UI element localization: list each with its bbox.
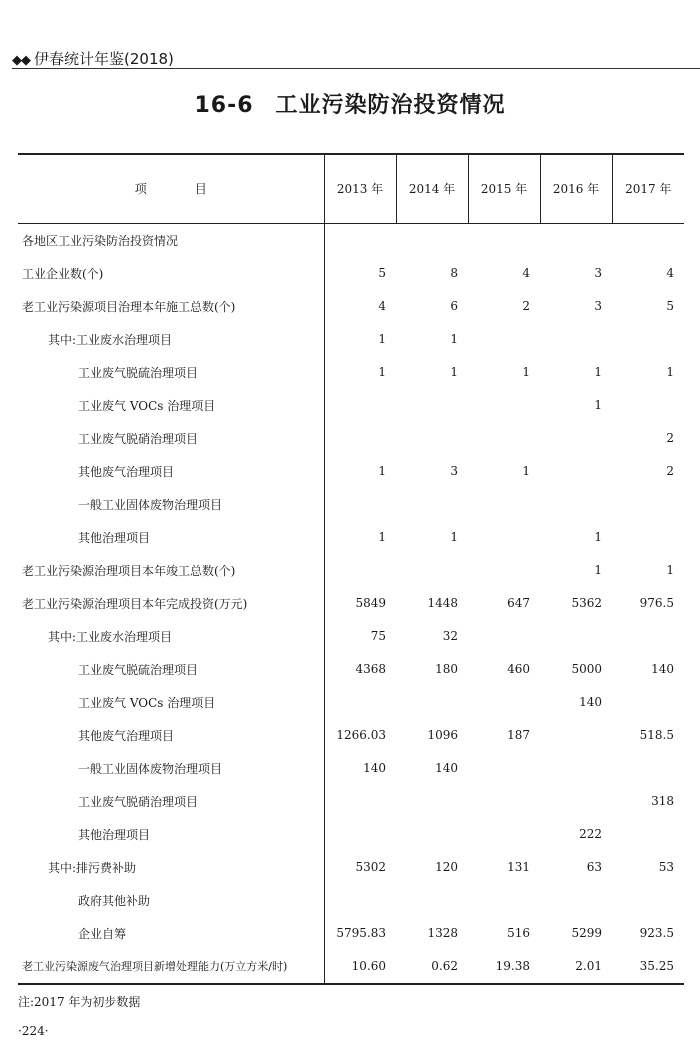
value-cell: 518.5 bbox=[639, 728, 674, 742]
page-title bbox=[0, 88, 700, 119]
book-title: 伊春统计年鉴(2018) bbox=[34, 50, 174, 68]
value-cell: 4 bbox=[324, 290, 396, 323]
value-cell: 1 bbox=[522, 365, 530, 379]
investment-table bbox=[18, 153, 684, 985]
value-cell: 6 bbox=[450, 299, 458, 313]
value-cell bbox=[540, 323, 612, 356]
table-title: 工业污染防治投资情况 bbox=[275, 93, 506, 118]
value-cell bbox=[468, 323, 540, 356]
table-body bbox=[18, 223, 684, 984]
value-cell bbox=[324, 818, 396, 851]
value-cell: 460 bbox=[507, 662, 530, 676]
table-row bbox=[18, 620, 684, 653]
value-cell bbox=[612, 884, 684, 917]
table-row bbox=[18, 488, 684, 521]
table-row bbox=[18, 818, 684, 851]
value-cell: 4 bbox=[522, 266, 530, 280]
row-label: 其中:排污费补助 bbox=[48, 860, 137, 875]
table-row bbox=[18, 389, 684, 422]
table-row bbox=[18, 323, 684, 356]
value-cell bbox=[396, 818, 468, 851]
value-cell bbox=[396, 686, 468, 719]
value-cell: 3 bbox=[594, 266, 602, 280]
value-cell: 1266.03 bbox=[324, 719, 396, 752]
value-cell bbox=[324, 223, 396, 257]
value-cell bbox=[612, 389, 684, 422]
value-cell: 1 bbox=[324, 356, 396, 389]
value-cell: 5795.83 bbox=[324, 917, 396, 950]
value-cell bbox=[540, 785, 612, 818]
value-cell bbox=[540, 719, 612, 752]
value-cell bbox=[612, 752, 684, 785]
value-cell: 180 bbox=[435, 662, 458, 676]
row-label: 工业废气 VOCs 治理项目 bbox=[78, 398, 216, 413]
table-row bbox=[18, 257, 684, 290]
value-cell: 140 bbox=[651, 662, 674, 676]
value-cell bbox=[396, 223, 468, 257]
value-cell bbox=[612, 488, 684, 521]
value-cell: 516 bbox=[507, 926, 530, 940]
value-cell: 222 bbox=[579, 827, 602, 841]
row-label: 工业废气脱硝治理项目 bbox=[78, 794, 199, 809]
row-label: 工业企业数(个) bbox=[22, 266, 104, 281]
value-cell: 8 bbox=[450, 266, 458, 280]
value-cell bbox=[324, 554, 396, 587]
table-row bbox=[18, 917, 684, 950]
year-column-header: 2015 年 bbox=[468, 154, 540, 223]
value-cell bbox=[612, 521, 684, 554]
value-cell: 2 bbox=[666, 464, 674, 478]
value-cell: 0.62 bbox=[396, 950, 468, 984]
value-cell: 1 bbox=[450, 365, 458, 379]
table-row bbox=[18, 785, 684, 818]
row-label: 其他废气治理项目 bbox=[78, 728, 175, 743]
value-cell: 923.5 bbox=[639, 926, 674, 940]
table-row bbox=[18, 686, 684, 719]
year-column-header: 2017 年 bbox=[612, 154, 684, 223]
value-cell: 5000 bbox=[571, 662, 602, 676]
value-cell bbox=[468, 554, 540, 587]
value-cell: 2 bbox=[522, 299, 530, 313]
row-label: 工业废气脱硫治理项目 bbox=[78, 365, 199, 380]
row-label: 各地区工业污染防治投资情况 bbox=[22, 233, 179, 248]
table-row bbox=[18, 950, 684, 984]
page-number: ·224· bbox=[18, 1024, 49, 1038]
value-cell: 187 bbox=[507, 728, 530, 742]
value-cell: 1096 bbox=[427, 728, 458, 742]
row-label: 一般工业固体废物治理项目 bbox=[78, 497, 223, 512]
value-cell: 63 bbox=[586, 860, 602, 874]
row-label: 企业自筹 bbox=[78, 926, 127, 941]
table-row bbox=[18, 356, 684, 389]
value-cell: 10.60 bbox=[324, 950, 396, 984]
table-row bbox=[18, 653, 684, 686]
value-cell: 5362 bbox=[571, 596, 602, 610]
footnote: 注:2017 年为初步数据 bbox=[18, 995, 141, 1009]
value-cell bbox=[324, 785, 396, 818]
value-cell: 5299 bbox=[571, 926, 602, 940]
table-row bbox=[18, 455, 684, 488]
value-cell bbox=[468, 818, 540, 851]
table-row bbox=[18, 587, 684, 620]
row-label: 其他废气治理项目 bbox=[78, 464, 175, 479]
row-label: 政府其他补助 bbox=[78, 893, 151, 908]
value-cell bbox=[540, 620, 612, 653]
value-cell: 1 bbox=[594, 365, 602, 379]
table-row bbox=[18, 719, 684, 752]
value-cell bbox=[612, 323, 684, 356]
header-row bbox=[18, 154, 684, 223]
value-cell bbox=[468, 884, 540, 917]
year-column-header: 2013 年 bbox=[324, 154, 396, 223]
value-cell: 5849 bbox=[324, 587, 396, 620]
year-column-header: 2016 年 bbox=[540, 154, 612, 223]
value-cell: 647 bbox=[507, 596, 530, 610]
value-cell bbox=[396, 884, 468, 917]
row-label: 工业废气 VOCs 治理项目 bbox=[78, 695, 216, 710]
value-cell: 19.38 bbox=[468, 950, 540, 984]
value-cell: 1 bbox=[666, 365, 674, 379]
value-cell bbox=[468, 389, 540, 422]
table-row bbox=[18, 554, 684, 587]
row-label: 老工业污染源治理项目本年竣工总数(个) bbox=[22, 563, 236, 578]
row-label: 老工业污染源治理项目本年完成投资(万元) bbox=[22, 596, 248, 611]
value-cell bbox=[396, 389, 468, 422]
value-cell bbox=[612, 223, 684, 257]
value-cell: 1 bbox=[594, 398, 602, 412]
value-cell bbox=[324, 488, 396, 521]
value-cell bbox=[468, 620, 540, 653]
value-cell bbox=[612, 818, 684, 851]
value-cell bbox=[468, 422, 540, 455]
value-cell bbox=[468, 752, 540, 785]
value-cell: 1 bbox=[324, 521, 396, 554]
value-cell bbox=[540, 223, 612, 257]
row-label: 其他治理项目 bbox=[78, 530, 151, 545]
value-cell: 32 bbox=[442, 629, 458, 643]
value-cell bbox=[396, 488, 468, 521]
value-cell: 2.01 bbox=[540, 950, 612, 984]
row-label: 工业废气脱硫治理项目 bbox=[78, 662, 199, 677]
value-cell bbox=[468, 686, 540, 719]
diamond-icon: ◆◆ bbox=[12, 53, 30, 68]
value-cell: 3 bbox=[594, 299, 602, 313]
value-cell: 120 bbox=[435, 860, 458, 874]
row-label: 其中:工业废水治理项目 bbox=[48, 332, 173, 347]
value-cell bbox=[540, 488, 612, 521]
value-cell: 4368 bbox=[324, 653, 396, 686]
table-row bbox=[18, 752, 684, 785]
table-number: 16-6 bbox=[194, 93, 254, 118]
value-cell: 976.5 bbox=[639, 596, 674, 610]
value-cell bbox=[396, 785, 468, 818]
value-cell: 2 bbox=[666, 431, 674, 445]
value-cell: 1 bbox=[666, 563, 674, 577]
row-label: 其中:工业废水治理项目 bbox=[48, 629, 173, 644]
value-cell bbox=[324, 686, 396, 719]
value-cell: 1 bbox=[324, 455, 396, 488]
value-cell: 1328 bbox=[427, 926, 458, 940]
value-cell: 5302 bbox=[324, 851, 396, 884]
value-cell bbox=[396, 554, 468, 587]
value-cell: 75 bbox=[324, 620, 396, 653]
row-label: 其他治理项目 bbox=[78, 827, 151, 842]
table-row bbox=[18, 290, 684, 323]
table-row bbox=[18, 851, 684, 884]
value-cell: 53 bbox=[658, 860, 674, 874]
value-cell: 35.25 bbox=[612, 950, 684, 984]
value-cell bbox=[324, 422, 396, 455]
value-cell bbox=[540, 752, 612, 785]
value-cell bbox=[540, 884, 612, 917]
row-label: 老工业污染源废气治理项目新增处理能力(万立方米/时) bbox=[18, 950, 324, 984]
row-label: 一般工业固体废物治理项目 bbox=[78, 761, 223, 776]
table-row bbox=[18, 422, 684, 455]
value-cell: 140 bbox=[579, 695, 602, 709]
value-cell: 5 bbox=[324, 257, 396, 290]
table-row bbox=[18, 884, 684, 917]
value-cell bbox=[468, 785, 540, 818]
item-column-header: 项 目 bbox=[18, 154, 324, 223]
value-cell: 1 bbox=[450, 332, 458, 346]
value-cell: 1 bbox=[324, 323, 396, 356]
value-cell: 140 bbox=[435, 761, 458, 775]
value-cell bbox=[396, 422, 468, 455]
value-cell bbox=[324, 389, 396, 422]
value-cell bbox=[612, 620, 684, 653]
value-cell bbox=[540, 455, 612, 488]
value-cell: 1 bbox=[594, 563, 602, 577]
row-label: 工业废气脱硝治理项目 bbox=[78, 431, 199, 446]
value-cell: 1 bbox=[450, 530, 458, 544]
value-cell: 4 bbox=[666, 266, 674, 280]
value-cell: 318 bbox=[651, 794, 674, 808]
table-row bbox=[18, 223, 684, 257]
table-row bbox=[18, 521, 684, 554]
running-header bbox=[12, 48, 174, 69]
value-cell bbox=[468, 223, 540, 257]
value-cell: 140 bbox=[324, 752, 396, 785]
year-column-header: 2014 年 bbox=[396, 154, 468, 223]
value-cell: 1448 bbox=[427, 596, 458, 610]
value-cell: 3 bbox=[450, 464, 458, 478]
value-cell bbox=[540, 422, 612, 455]
row-label: 老工业污染源项目治理本年施工总数(个) bbox=[22, 299, 236, 314]
value-cell bbox=[468, 521, 540, 554]
value-cell: 131 bbox=[507, 860, 530, 874]
header-rule bbox=[12, 68, 700, 69]
value-cell: 1 bbox=[522, 464, 530, 478]
value-cell bbox=[324, 884, 396, 917]
value-cell bbox=[468, 488, 540, 521]
value-cell bbox=[612, 686, 684, 719]
value-cell: 1 bbox=[594, 530, 602, 544]
value-cell: 5 bbox=[666, 299, 674, 313]
